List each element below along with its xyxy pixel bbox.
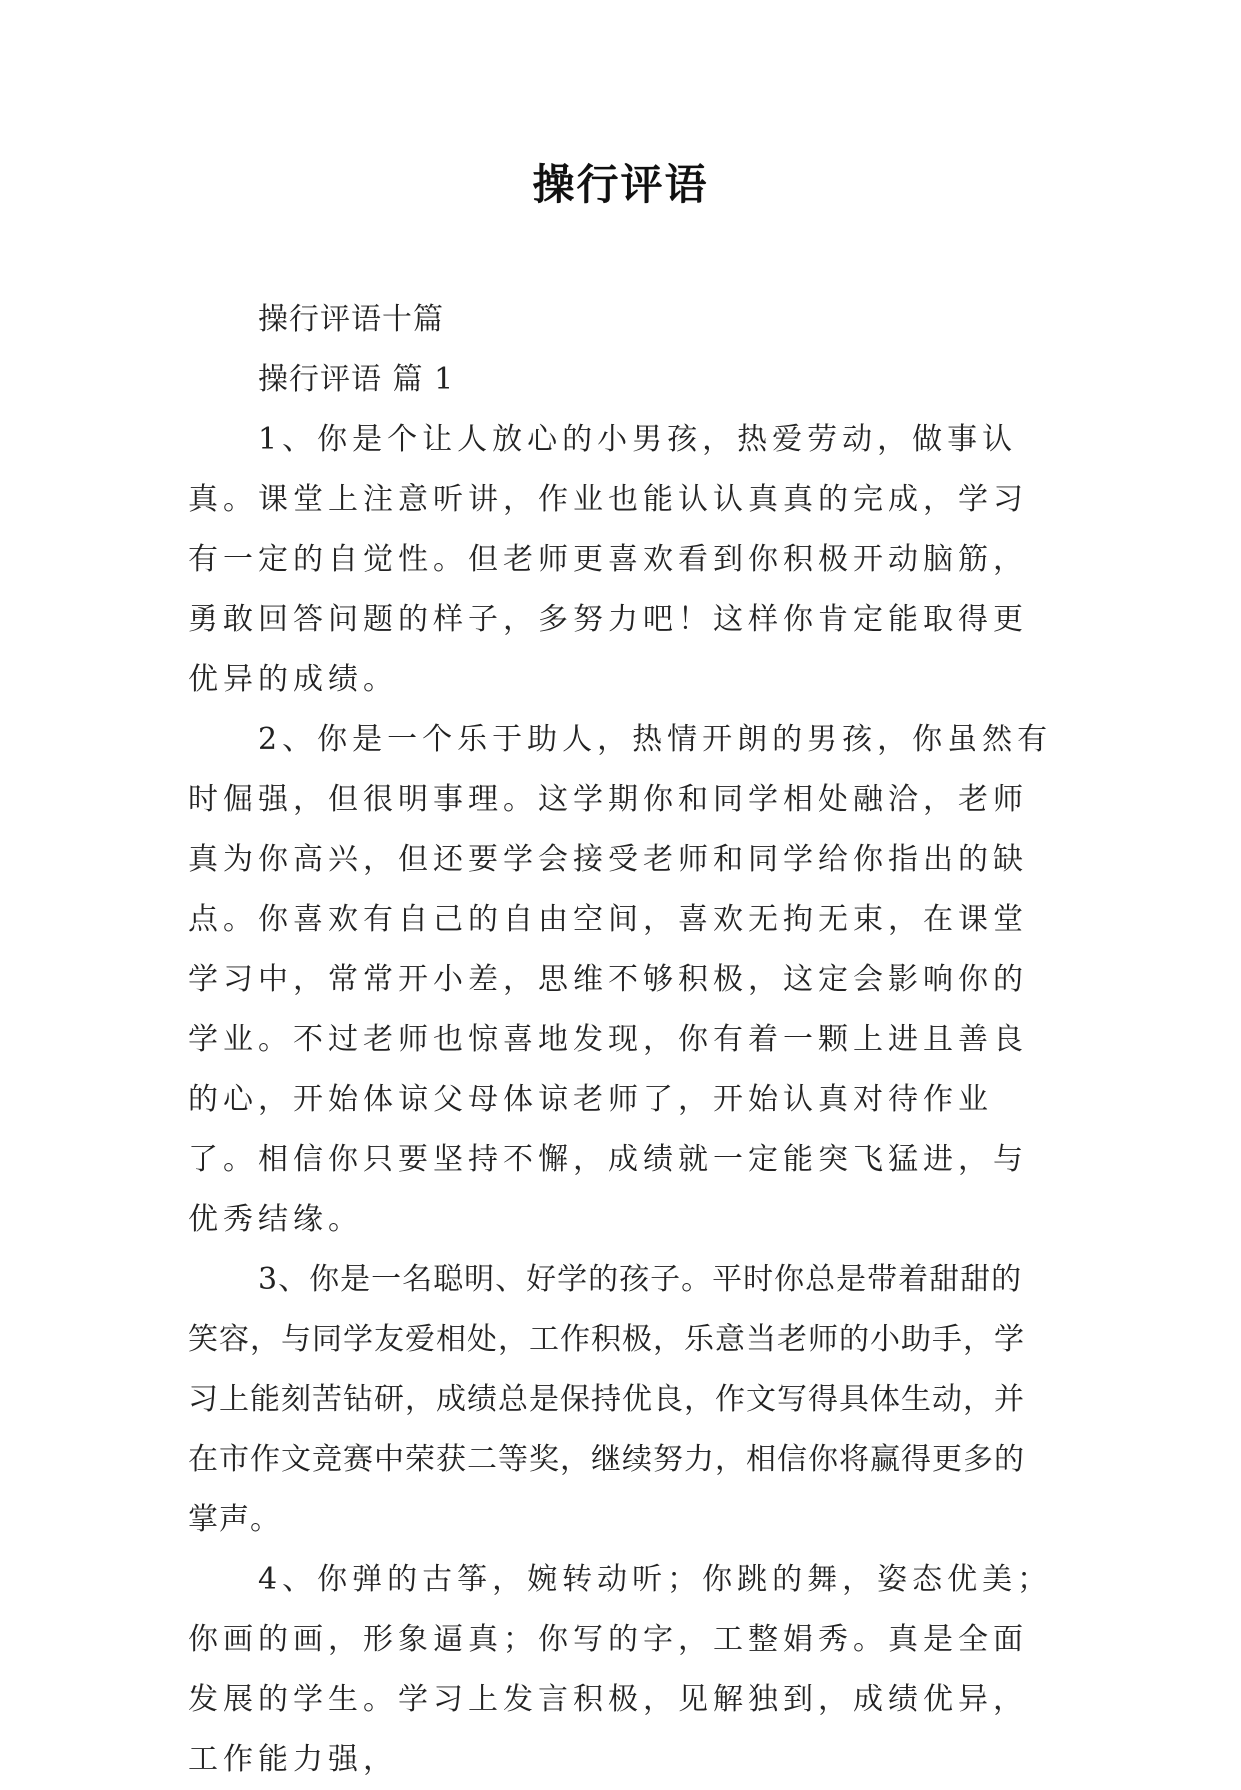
document-subheading: 操行评语十篇 (258, 302, 444, 337)
page-title: 操行评语 (532, 160, 709, 209)
section-heading: 操行评语 篇 1 (258, 362, 455, 397)
comment-paragraph-3: 3、你是一名聪明、好学的孩子。平时你总是带着甜甜的笑容，与同学友爱相处，工作积极，乐意当老师的小助手，学习上能刻苦钻研，成绩总是保持优良，作文写得具体生动，并在市作文竞赛中荣获二等奖，继续努力，相信你将赢得更多的掌声。 (188, 1262, 1025, 1537)
comment-paragraph-4: 4、你弹的古筝，婉转动听；你跳的舞，姿态优美；你画的画，形象逼真；你写的字，工整娟秀。真是全面发展的学生。学习上发言积极，见解独到，成绩优异，工作能力强， (188, 1562, 1053, 1777)
comment-paragraph-2: 2、你是一个乐于助人，热情开朗的男孩，你虽然有时倔强，但很明事理。这学期你和同学相处融洽，老师真为你高兴，但还要学会接受老师和同学给你指出的缺点。你喜欢有自己的自由空间，喜欢无拘无束，在课堂学习中，常常开小差，思维不够积极，这定会影响你的学业。不过老师也惊喜地发现，你有着一颗上进且善良的心，开始体谅父母体谅老师了，开始认真对待作业了。相信你只要坚持不懈，成绩就一定能突飞猛进，与优秀结缘。 (188, 722, 1053, 1237)
comment-paragraph-1: 1、你是个让人放心的小男孩，热爱劳动，做事认真。课堂上注意听讲，作业也能认认真真的完成，学习有一定的自觉性。但老师更喜欢看到你积极开动脑筋，勇敢回答问题的样子，多努力吧！这样你肯定能取得更优异的成绩。 (188, 422, 1028, 697)
document-body (188, 290, 1053, 1790)
